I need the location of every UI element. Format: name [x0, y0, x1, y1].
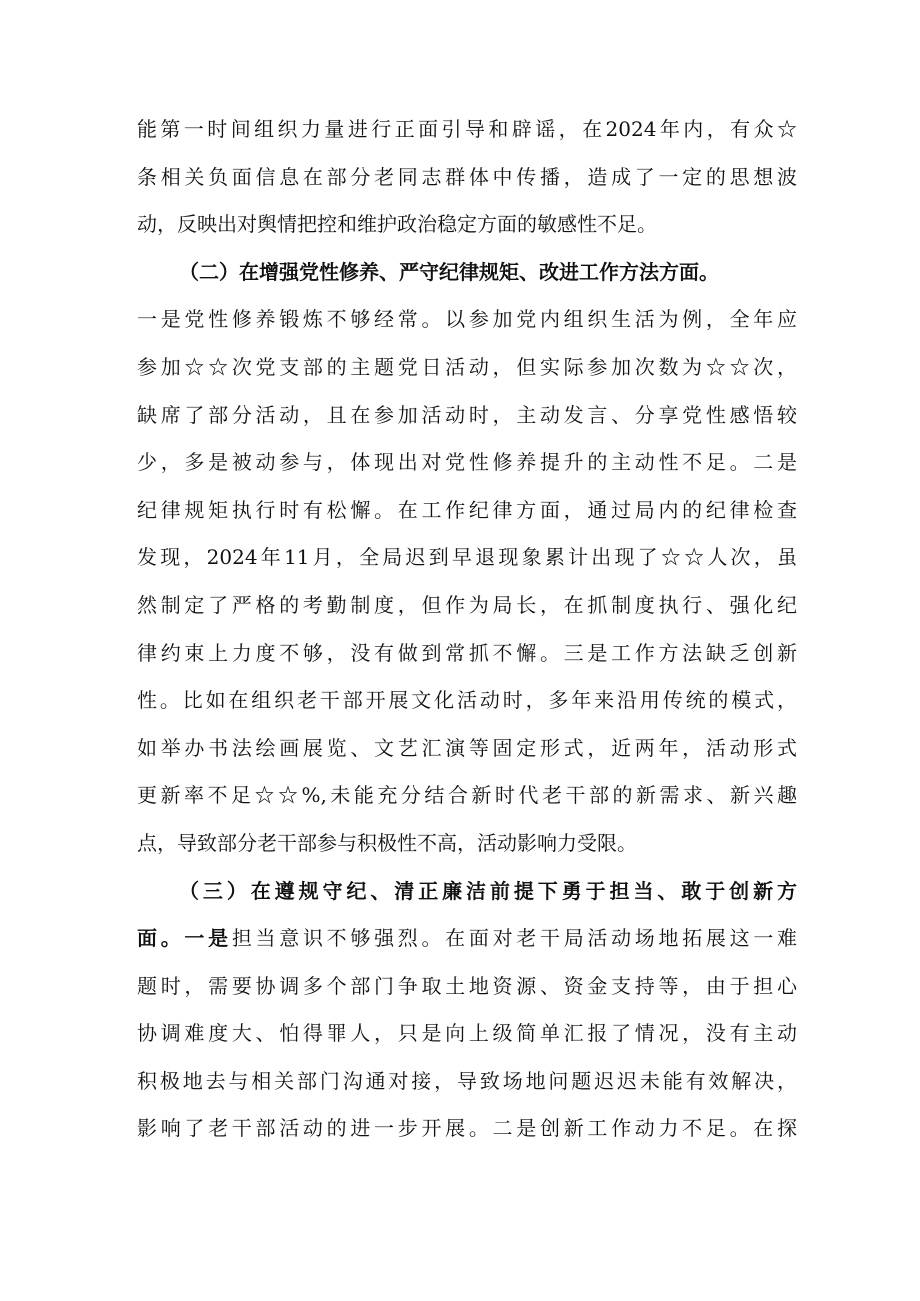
text-run: 协调难度大、怕得罪人，只是向上级简单汇报了情况，没有主动	[137, 1021, 797, 1046]
text-line	[137, 154, 797, 202]
section-heading-3	[137, 868, 797, 916]
text-line	[137, 582, 797, 630]
text-run: 更新率不足☆☆%,未能充分结合新时代老干部的新需求、新兴趣	[137, 783, 797, 808]
text-line	[137, 296, 797, 344]
text-line	[137, 106, 797, 154]
text-run: 参加☆☆次党支部的主题党日活动，但实际参加次数为☆☆次，	[137, 354, 797, 379]
text-run: 条相关负面信息在部分老同志群体中传播，造成了一定的思想波	[137, 164, 797, 189]
heading-run: （二）在增强党性修养、严守纪律规矩、改进工作方法方面。	[179, 259, 719, 284]
text-run: 纪律规矩执行时有松懈。在工作纪律方面，通过局内的纪律检查	[137, 497, 797, 522]
text-run: 如举办书法绘画展览、文艺汇演等固定形式，近两年，活动形式	[137, 735, 797, 760]
text-line	[137, 820, 797, 868]
text-run: 能第一时间组织力量进行正面引导和辟谣，在2024年内，有众☆	[137, 117, 797, 141]
text-line	[137, 725, 797, 773]
text-run: 发现，2024年11月，全局迟到早退现象累计出现了☆☆人次，虽	[137, 545, 797, 570]
text-line	[137, 392, 797, 440]
text-run: 点，导致部分老干部参与积极性不高，活动影响力受限。	[137, 830, 637, 855]
text-line	[137, 201, 797, 249]
text-line	[137, 963, 797, 1011]
text-line	[137, 534, 797, 582]
text-line	[137, 1010, 797, 1058]
text-run: 积极地去与相关部门沟通对接，导致场地问题迟迟未能有效解决，	[137, 1068, 797, 1093]
text-line	[137, 677, 797, 725]
point-label: 一是	[184, 926, 232, 951]
text-run: 担当意识不够强烈。在面对老干局活动场地拓展这一难	[231, 926, 798, 951]
text-run: 性。比如在组织老干部开展文化活动时，多年来沿用传统的模式，	[137, 688, 797, 713]
text-run: 题时，需要协调多个部门争取土地资源、资金支持等，由于担心	[137, 973, 797, 998]
heading-run: （三）在遵规守纪、清正廉洁前提下勇于担当、敢于创新方	[179, 878, 797, 903]
text-line	[137, 1105, 797, 1153]
text-run: 动，反映出对舆情把控和维护政治稳定方面的敏感性不足。	[137, 212, 657, 237]
text-line	[137, 630, 797, 678]
text-line	[137, 772, 797, 820]
section-heading-2	[137, 249, 797, 297]
text-run: 律约束上力度不够，没有做到常抓不懈。三是工作方法缺乏创新	[137, 640, 797, 665]
text-run: 然制定了严格的考勤制度，但作为局长，在抓制度执行、强化纪	[137, 592, 797, 617]
text-line	[137, 915, 797, 963]
text-line	[137, 344, 797, 392]
text-run: 缺席了部分活动，且在参加活动时，主动发言、分享党性感悟较	[137, 402, 797, 427]
heading-run: 面。	[137, 926, 185, 951]
text-line	[137, 487, 797, 535]
text-run: 影响了老干部活动的进一步开展。二是创新工作动力不足。在探	[137, 1116, 797, 1141]
text-line	[137, 1058, 797, 1106]
text-line	[137, 439, 797, 487]
text-run: 少，多是被动参与，体现出对党性修养提升的主动性不足。二是	[137, 450, 797, 475]
body-text	[137, 106, 797, 1153]
text-run: 一是党性修养锻炼不够经常。以参加党内组织生活为例，全年应	[137, 307, 797, 332]
